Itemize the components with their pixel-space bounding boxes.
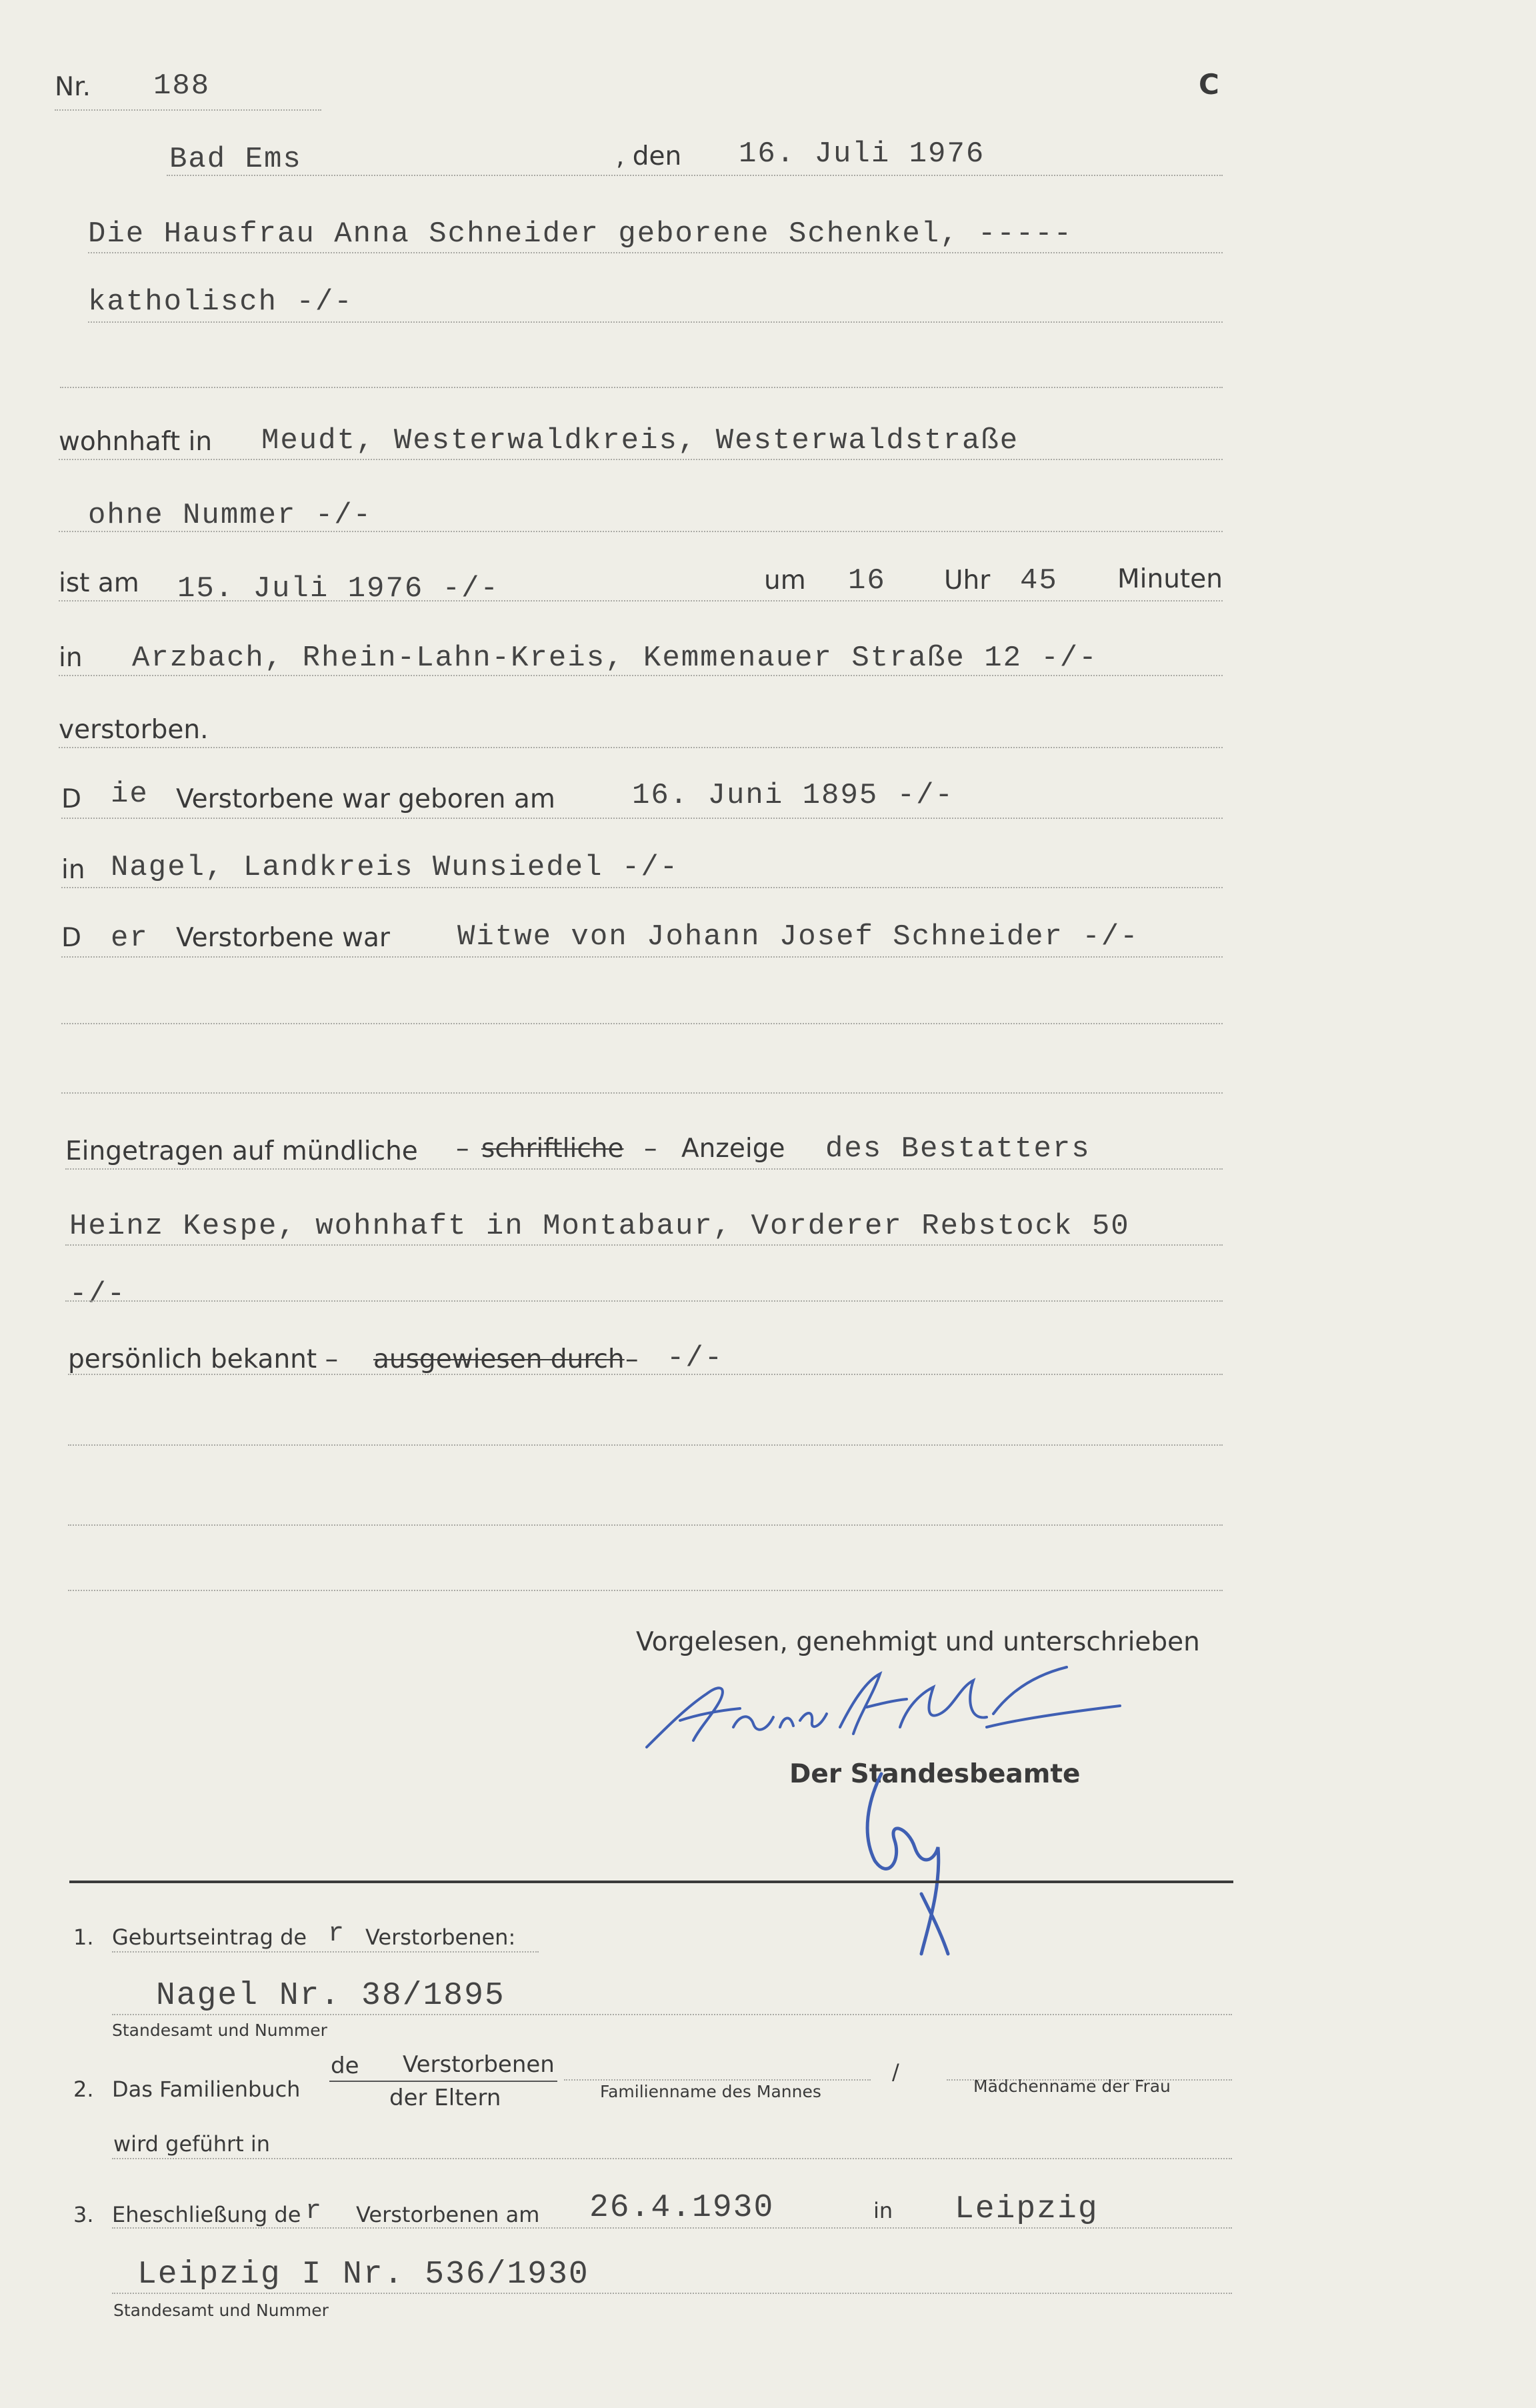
um-label: um <box>764 565 806 595</box>
note-2-de: de <box>331 2053 359 2079</box>
note-3-value-line <box>112 2293 1232 2294</box>
note-1-label-line <box>112 1951 539 1953</box>
registration-dash-2: – <box>644 1134 657 1164</box>
read-approved-label: Vorgelesen, genehmigt und unterschrieben <box>636 1627 1200 1657</box>
reporter-line-rule <box>65 1244 1223 1246</box>
died-date: 15. Juli 1976 -/- <box>177 572 499 606</box>
known-struck: ausgewiesen durch <box>373 1344 625 1374</box>
note-1-label-b: Verstorbenen: <box>365 1925 516 1950</box>
minute-value: 45 <box>1020 564 1058 597</box>
status-label: Verstorbene war <box>176 923 390 953</box>
blank-line-4 <box>68 1444 1223 1446</box>
deceased-line-2-rule <box>88 321 1223 323</box>
known-dash: – <box>625 1344 639 1374</box>
born-prefix-typed: ie <box>111 778 149 811</box>
residence-line-2: ohne Nummer -/- <box>88 499 373 532</box>
registration-dash-1: – <box>456 1134 469 1164</box>
date-value: 16. Juli 1976 <box>739 137 985 171</box>
note-3-typed: r <box>305 2197 323 2227</box>
section-divider <box>69 1881 1233 1883</box>
note-2-kept-line <box>112 2158 1232 2159</box>
form-letter: C <box>1199 68 1219 101</box>
born-line <box>61 818 1223 819</box>
blank-line-1 <box>60 387 1223 388</box>
reporter-line: Heinz Kespe, wohnhaft in Montabaur, Vorderer Rebstock 50 <box>69 1210 1130 1243</box>
blank-line-5 <box>68 1524 1223 1526</box>
note-1-value-line <box>112 2014 1232 2015</box>
residence-line-1-rule <box>59 459 1223 460</box>
born-place: Nagel, Landkreis Wunsiedel -/- <box>111 851 679 884</box>
reporter-end-rule <box>65 1300 1223 1302</box>
uhr-label: Uhr <box>944 565 991 595</box>
born-prefix: D <box>61 784 82 814</box>
note-1-typed: r <box>328 1919 346 1949</box>
note-2-verstorbenen: Verstorbenen <box>403 2051 555 2078</box>
note-3-in: in <box>873 2198 893 2223</box>
death-place-line <box>59 675 1223 676</box>
status-prefix: D <box>61 923 82 953</box>
residence-line-1: Meudt, Westerwaldkreis, Westerwaldstraße <box>261 424 1019 457</box>
note-2-husband-line <box>564 2079 871 2081</box>
hour-value: 16 <box>848 564 886 597</box>
date-label: , den <box>616 141 682 171</box>
note-3-number: 3. <box>73 2202 94 2227</box>
verstorben-line <box>59 747 1223 748</box>
date-line <box>167 175 1223 176</box>
registration-anzeige: Anzeige <box>681 1134 785 1164</box>
note-2-fraction-line <box>329 2081 557 2082</box>
note-2-wife-caption: Mädchenname der Frau <box>973 2077 1171 2096</box>
status-prefix-typed: er <box>111 922 149 955</box>
note-3-label-b: Verstorbenen am <box>356 2202 540 2227</box>
registration-line <box>65 1168 1223 1170</box>
note-2-number: 2. <box>73 2077 94 2102</box>
verstorben-label: verstorben. <box>59 715 209 745</box>
residence-label: wohnhaft in <box>59 427 213 457</box>
note-3-date: 26.4.1930 <box>589 2190 775 2226</box>
deceased-line-2: katholisch -/- <box>88 285 353 319</box>
deceased-line-1-rule <box>88 252 1223 253</box>
nr-label: Nr. <box>55 72 91 102</box>
note-2-husband-caption: Familienname des Mannes <box>600 2082 821 2101</box>
born-date: 16. Juni 1895 -/- <box>632 779 954 812</box>
registration-label: Eingetragen auf mündliche <box>65 1136 418 1166</box>
death-place: Arzbach, Rhein-Lahn-Kreis, Kemmenauer Straße 12 -/- <box>132 642 1098 675</box>
informant-signature <box>640 1647 1147 1760</box>
nr-value: 188 <box>153 69 211 103</box>
note-1-number: 1. <box>73 1925 94 1950</box>
in-label: in <box>59 643 83 673</box>
known-line <box>68 1374 1223 1375</box>
known-value: -/- <box>667 1342 724 1375</box>
died-label: ist am <box>59 568 139 598</box>
registration-struck: schriftliche <box>481 1134 624 1164</box>
nr-line <box>55 109 321 111</box>
note-2-eltern: der Eltern <box>389 2085 501 2111</box>
minuten-label: Minuten <box>1117 564 1223 594</box>
note-2-label: Das Familienbuch <box>112 2077 301 2102</box>
blank-line-6 <box>68 1590 1223 1591</box>
officer-label: Der Standesbeamte <box>789 1759 1081 1789</box>
note-1-value: Nagel Nr. 38/1895 <box>156 1978 505 2014</box>
status-line <box>61 956 1223 958</box>
deceased-line-1: Die Hausfrau Anna Schneider geborene Schenkel, ----- <box>88 217 1073 251</box>
note-1-label-a: Geburtseintrag de <box>112 1925 307 1950</box>
note-3-line <box>112 2227 1232 2229</box>
note-2-kept: wird geführt in <box>113 2131 271 2157</box>
died-line <box>59 600 1223 601</box>
reporter-end: -/- <box>69 1278 127 1311</box>
known-label: persönlich bekannt – <box>68 1344 339 1374</box>
born-label: Verstorbene war geboren am <box>176 784 555 814</box>
note-2-slash: / <box>892 2059 899 2085</box>
residence-line-2-rule <box>59 531 1223 532</box>
place-value: Bad Ems <box>169 143 302 176</box>
born-in-label: in <box>61 855 85 885</box>
blank-line-2 <box>61 1023 1223 1024</box>
status-value: Witwe von Johann Josef Schneider -/- <box>457 920 1139 954</box>
officer-initials <box>855 1760 968 1961</box>
note-3-place: Leipzig <box>955 2191 1099 2227</box>
note-1-caption: Standesamt und Nummer <box>112 2021 327 2040</box>
note-3-value: Leipzig I Nr. 536/1930 <box>137 2257 589 2293</box>
note-3-caption: Standesamt und Nummer <box>113 2301 329 2320</box>
note-3-label-a: Eheschließung de <box>112 2202 301 2227</box>
blank-line-3 <box>61 1092 1223 1094</box>
born-place-line <box>61 887 1223 888</box>
reporter-intro: des Bestatters <box>825 1132 1091 1166</box>
